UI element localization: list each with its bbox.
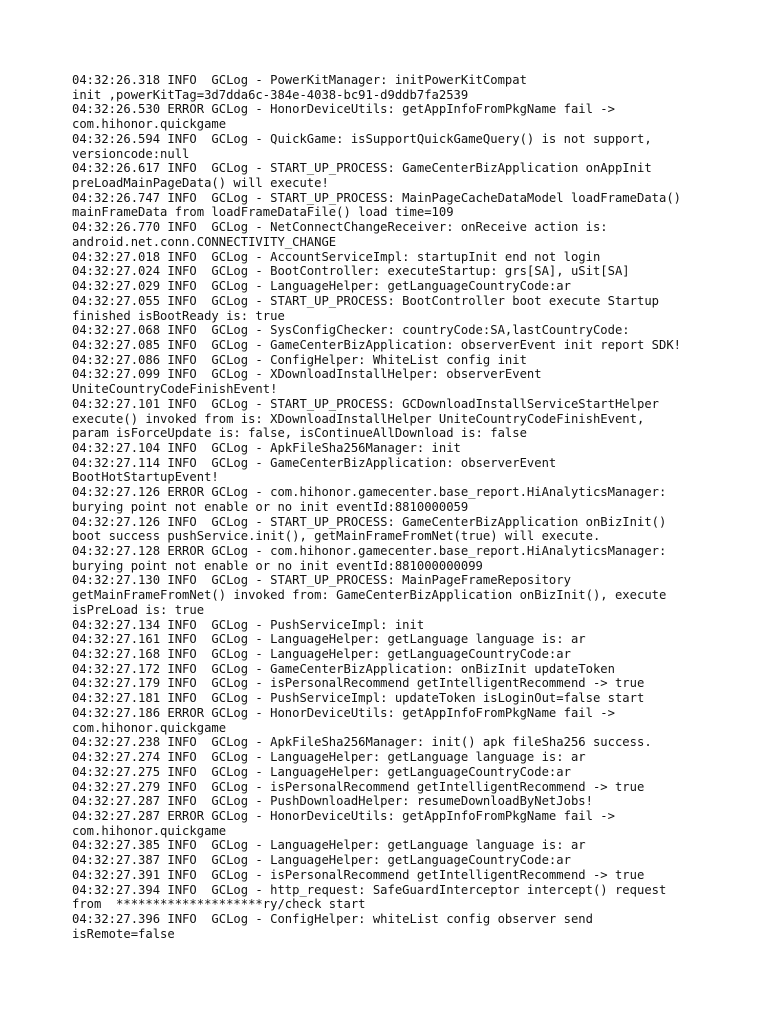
- log-document: [72, 73, 712, 941]
- log-line: 04:32:26.747 INFO GCLog - START_UP_PROCESS: MainPageCacheDataModel loadFrameData(): [72, 190, 682, 205]
- log-line: 04:32:27.104 INFO GCLog - ApkFileSha256Manager: init: [72, 440, 461, 455]
- log-line: 04:32:27.387 INFO GCLog - LanguageHelper: getLanguageCountryCode:ar: [72, 853, 571, 868]
- log-line: preLoadMainPageData() will execute!: [72, 176, 329, 191]
- log-line: mainFrameData from loadFrameDataFile() load time=109: [72, 205, 454, 220]
- log-line: 04:32:26.530 ERROR GCLog - HonorDeviceUtils: getAppInfoFromPkgName fail ->: [72, 102, 615, 117]
- log-line: 04:32:26.617 INFO GCLog - START_UP_PROCESS: GameCenterBizApplication onAppInit: [72, 161, 652, 176]
- log-line: boot success pushService.init(), getMainFrameFromNet(true) will execute.: [72, 529, 601, 544]
- log-line: isRemote=false: [72, 926, 175, 941]
- log-line: com.hihonor.quickgame: [72, 117, 227, 132]
- log-line: isPreLoad is: true: [72, 602, 205, 617]
- log-line: 04:32:27.055 INFO GCLog - START_UP_PROCESS: BootController boot execute Startup: [72, 293, 659, 308]
- log-line: execute() invoked from is: XDownloadInstallHelper UniteCountryCodeFinishEvent,: [72, 411, 645, 426]
- log-line: init ,powerKitTag=3d7dda6c-384e-4038-bc91-d9ddb7fa2539: [72, 87, 469, 102]
- log-line: 04:32:27.126 ERROR GCLog - com.hihonor.gamecenter.base_report.HiAnalyticsManager:: [72, 485, 667, 500]
- log-line: com.hihonor.quickgame: [72, 823, 227, 838]
- log-line: 04:32:27.287 INFO GCLog - PushDownloadHelper: resumeDownloadByNetJobs!: [72, 794, 593, 809]
- log-line: BootHotStartupEvent!: [72, 470, 219, 485]
- log-line: 04:32:26.318 INFO GCLog - PowerKitManager: initPowerKitCompat: [72, 73, 527, 87]
- log-line: 04:32:27.238 INFO GCLog - ApkFileSha256Manager: init() apk fileSha256 success.: [72, 735, 652, 750]
- log-line: 04:32:26.594 INFO GCLog - QuickGame: isSupportQuickGameQuery() is not support,: [72, 131, 652, 146]
- log-line: 04:32:27.068 INFO GCLog - SysConfigChecker: countryCode:SA,lastCountryCode:: [72, 323, 630, 338]
- log-line: 04:32:27.181 INFO GCLog - PushServiceImpl: updateToken isLoginOut=false start: [72, 691, 645, 706]
- log-line: 04:32:27.168 INFO GCLog - LanguageHelper: getLanguageCountryCode:ar: [72, 647, 571, 662]
- log-line: UniteCountryCodeFinishEvent!: [72, 382, 278, 397]
- log-line: getMainFrameFromNet() invoked from: GameCenterBizApplication onBizInit(), execute: [72, 588, 667, 603]
- log-line: 04:32:27.274 INFO GCLog - LanguageHelper: getLanguage language is: ar: [72, 750, 586, 765]
- log-line: 04:32:27.134 INFO GCLog - PushServiceImpl: init: [72, 617, 425, 632]
- log-line: 04:32:27.101 INFO GCLog - START_UP_PROCESS: GCDownloadInstallServiceStartHelper: [72, 396, 659, 411]
- log-line: 04:32:27.128 ERROR GCLog - com.hihonor.gamecenter.base_report.HiAnalyticsManager:: [72, 544, 667, 558]
- log-line: 04:32:27.186 ERROR GCLog - HonorDeviceUtils: getAppInfoFromPkgName fail ->: [72, 705, 615, 720]
- log-line: 04:32:27.396 INFO GCLog - ConfigHelper: whiteList config observer send: [72, 911, 593, 926]
- log-line: 04:32:27.161 INFO GCLog - LanguageHelper: getLanguage language is: ar: [72, 632, 586, 647]
- log-line: 04:32:27.391 INFO GCLog - isPersonalRecommend getIntelligentRecommend -> true: [72, 867, 645, 882]
- log-line: finished isBootReady is: true: [72, 308, 285, 323]
- log-line: versioncode:null: [72, 146, 190, 161]
- log-line: 04:32:27.114 INFO GCLog - GameCenterBizApplication: observerEvent: [72, 455, 557, 470]
- log-line: 04:32:27.394 INFO GCLog - http_request: SafeGuardInterceptor intercept() request: [72, 882, 667, 897]
- log-line: 04:32:26.770 INFO GCLog - NetConnectChangeReceiver: onReceive action is:: [72, 220, 608, 235]
- log-line: 04:32:27.275 INFO GCLog - LanguageHelper: getLanguageCountryCode:ar: [72, 764, 571, 779]
- log-line: 04:32:27.172 INFO GCLog - GameCenterBizApplication: onBizInit updateToken: [72, 661, 615, 676]
- log-line: 04:32:27.085 INFO GCLog - GameCenterBizApplication: observerEvent init report SDK!: [72, 337, 682, 352]
- log-line: 04:32:27.385 INFO GCLog - LanguageHelper: getLanguage language is: ar: [72, 838, 586, 853]
- log-line: com.hihonor.quickgame: [72, 720, 227, 735]
- log-line: from ********************ry/check start: [72, 897, 366, 912]
- log-line: 04:32:27.279 INFO GCLog - isPersonalRecommend getIntelligentRecommend -> true: [72, 779, 645, 794]
- log-line: burying point not enable or no init eventId:8810000059: [72, 499, 469, 514]
- log-line: 04:32:27.179 INFO GCLog - isPersonalRecommend getIntelligentRecommend -> true: [72, 676, 645, 691]
- log-line: 04:32:27.018 INFO GCLog - AccountServiceImpl: startupInit end not login: [72, 249, 601, 264]
- log-line: 04:32:27.130 INFO GCLog - START_UP_PROCESS: MainPageFrameRepository: [72, 573, 571, 588]
- log-line: android.net.conn.CONNECTIVITY_CHANGE: [72, 234, 337, 249]
- log-line: param isForceUpdate is: false, isContinueAllDownload is: false: [72, 426, 527, 441]
- log-line: 04:32:27.024 INFO GCLog - BootController: executeStartup: grs[SA], uSit[SA]: [72, 264, 630, 279]
- log-line: 04:32:27.086 INFO GCLog - ConfigHelper: WhiteList config init: [72, 352, 527, 367]
- log-line: 04:32:27.126 INFO GCLog - START_UP_PROCESS: GameCenterBizApplication onBizInit(): [72, 514, 667, 529]
- log-line: 04:32:27.099 INFO GCLog - XDownloadInstallHelper: observerEvent: [72, 367, 542, 382]
- log-line: burying point not enable or no init eventId:881000000099: [72, 558, 483, 573]
- log-line: 04:32:27.287 ERROR GCLog - HonorDeviceUtils: getAppInfoFromPkgName fail ->: [72, 808, 615, 823]
- log-line: 04:32:27.029 INFO GCLog - LanguageHelper: getLanguageCountryCode:ar: [72, 279, 571, 294]
